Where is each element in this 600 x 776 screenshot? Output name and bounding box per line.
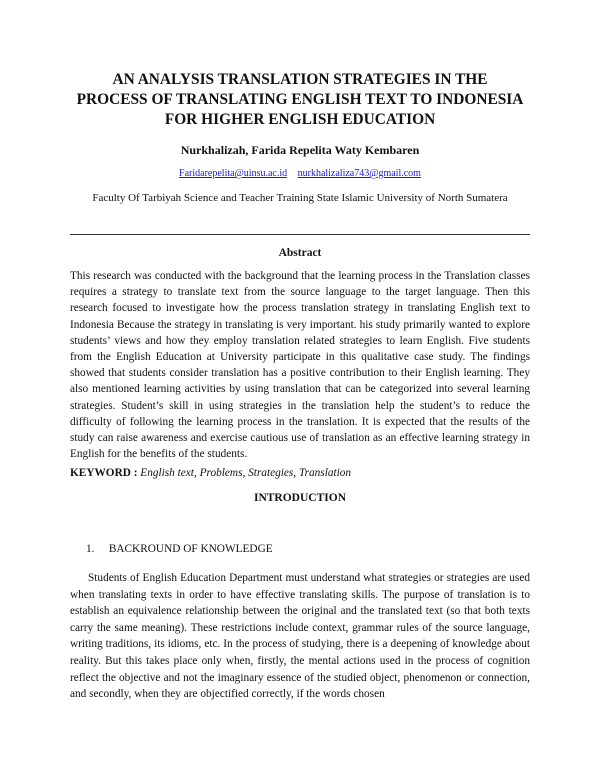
title-line: FOR HIGHER ENGLISH EDUCATION [164, 111, 436, 128]
paper-title [40, 70, 560, 130]
body-paragraph: Students of English Education Department must understand what strategies or strategies are used when translating texts in order to have effective translating skills. The purpose of translation is to establish an equivalence relationship between the original and the translated text (so that both texts carry the same meaning). These restrictions include context, grammar rules of the source language, writing traditions, its idioms, etc. In the process of studying, there is a deepening of knowledge about reality. But this takes place only when, firstly, the mental actions used in the process of cognition reflect the objective and not the imaginary essence of the studied object, phenomenon or connection, and secondly, when they are objectified correctly, if the words chosen [70, 572, 530, 701]
title-line: AN ANALYSIS TRANSLATION STRATEGIES IN THE [112, 71, 488, 88]
title-line: PROCESS OF TRANSLATING ENGLISH TEXT TO INDONESIA [76, 91, 524, 108]
email-link-1[interactable]: Faridarepelita@uinsu.ac.id [179, 168, 288, 179]
section-heading [86, 543, 273, 555]
divider [70, 234, 530, 235]
author-emails [0, 168, 600, 179]
keywords-list: English text, Problems, Strategies, Translation [140, 467, 352, 479]
section-number: 1. [86, 543, 95, 555]
author-list: Nurkhalizah, Farida Repelita Waty Kembaren [180, 143, 420, 157]
keywords [70, 467, 530, 479]
keywords-label: KEYWORD : [70, 467, 138, 479]
section-title: BACKROUND OF KNOWLEDGE [108, 543, 273, 555]
affiliation: Faculty Of Tarbiyah Science and Teacher Training State Islamic University of North Sumatera [92, 192, 508, 204]
introduction-heading: INTRODUCTION [253, 492, 346, 504]
abstract-text: This research was conducted with the background that the learning process in the Translation classes requires a strategy to translate text from the source language to the target language. Then this research focused to investigate how the process translation strategy in translating English text to Indonesia Because the strategy in translating is very important. his study primarily wanted to explore students’ views and how they employ translation related strategies to learn English. Five students from the English Education at University participate in this qualitative case study. The findings showed that students consider translation has a positive contribution to their English learning. They also mentioned learning activities by using translation that can be categorized into several learning strategies. Student’s skill in using strategies in the translation help the student’s to reduce the difficulty of following the learning process in the translation. It is expected that the results of the study can raise awareness and exercise cautious use of translation as an effective learning strategy in English for the benefits of the students. [70, 270, 530, 461]
abstract-heading: Abstract [278, 247, 322, 259]
email-link-2[interactable]: nurkhalizaliza743@gmail.com [297, 168, 421, 179]
